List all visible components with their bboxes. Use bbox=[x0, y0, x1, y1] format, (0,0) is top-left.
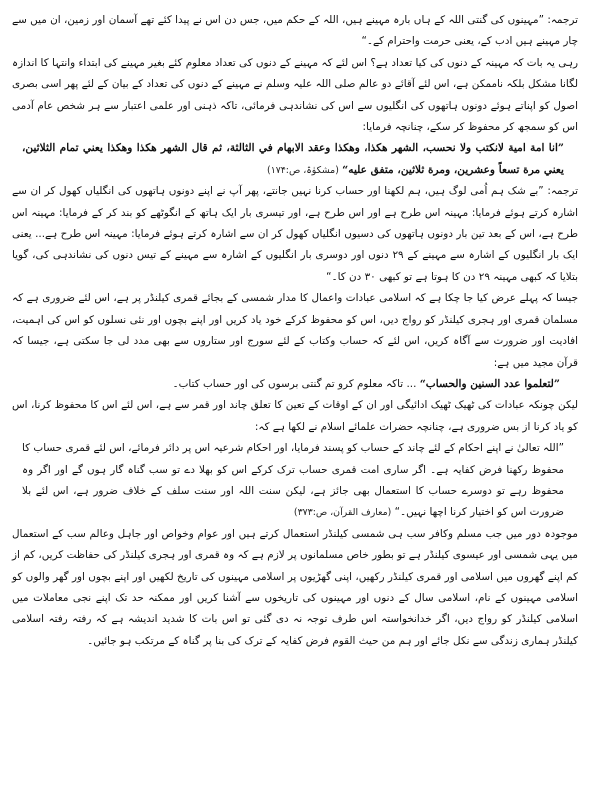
hadith-text: ”انا امة امية لانكتب ولا نحسب، الشهر هكذا، وهكذا وعقد الابهام في الثالثة، ثم قال الشهر هكذا وهكذا يعني تمام الثلاثين، يعني مرة تسعاً وعشرين، ومرة ثلاثين، متفق عليه“ bbox=[22, 142, 564, 176]
hadith-translation-paragraph: ترجمہ: ”بے شک ہم اُمی لوگ ہیں، ہم لکھنا اور حساب کرنا نہیں جانتے، پھر آپ نے اپنے دونوں ہاتھوں کی انگلیاں کھول کر ان سے اشارہ کرتے ہوئے فرمایا: مہینہ اس طرح ہے اور اس طرح ہے، اور تیسری بار ایک ہاتھ کے انگوٹھے کو بند کر کے فرمایا: مہینہ اس طرح ہے، اس کے بعد تین بار دونوں ہاتھوں کی دسیوں انگلیاں کھول کر ان سے اشارہ کرتے ہوئے فرمایا: مہینہ اس طرح ہے... یعنی ایک بار انگلیوں کے اشارہ سے مہینے کے ۲۹ دنوں اور دوسری بار انگلیوں کے اشارہ سے مہینے کے تیس دنوں کی نشاندہی کی، گویا بتلایا کہ کبھی مہینہ ۲۹ دن کا ہوتا ہے تو کبھی ۳۰ دن کا۔“ bbox=[12, 185, 578, 283]
verse-translation: ... تاکہ معلوم کرو تم گنتی برسوں کی اور حساب کتاب۔ bbox=[172, 377, 417, 390]
scholars-quote bbox=[12, 438, 578, 524]
present-era-paragraph: موجودہ دور میں جب مسلم وکافر سب ہی شمسی کیلنڈر استعمال کرتے ہیں اور عوام وخواص اور جاہل وعالم سب کے استعمال میں یہی شمسی اور عیسوی کیلنڈر ہے تو بطور خاص مسلمانوں پر لازم ہے کہ وہ قمری اور ہجری کیلنڈر کی حفاظت کریں، کم از کم اپنے گھروں میں اسلامی اور قمری کیلنڈر رکھیں، اپنی گھڑیوں پر اسلامی مہینوں کی تاریخ لکھیں اور اپنے بچوں اور گھر والوں کو اسلامی مہینوں کے نام، اسلامی سال کے دنوں اور مہینوں کی تاریخوں سے آشنا کریں اور ممکنہ حد تک اپنے نجی معاملات میں اسلامی کیلنڈر کو رواج دیں، اگر خدانخواستہ اس طرف توجہ نہ دی گئی تو اس بات کا شدید اندیشہ ہے کہ رفتہ رفتہ اسلامی کیلنڈر ہماری زندگی سے نکل جائے اور ہم من حیث القوم فرض کفایہ کے ترک کی بنا پر گناہ کے مرتکب ہو جائیں۔ bbox=[12, 527, 578, 647]
translation-paragraph: ترجمہ: ”مہینوں کی گنتی اللہ کے ہاں بارہ مہینے ہیں، اللہ کے حکم میں، جس دن اس نے پیدا کئے تھے آسمان اور زمین، ان میں سے چار مہینے ہیں ادب کے، یعنی حرمت واحترام کے۔“ bbox=[12, 14, 578, 48]
worship-timing-paragraph: لیکن چونکہ عبادات کی ٹھیک ٹھیک ادائیگی اور ان کے اوقات کے تعین کا تعلق چاند اور قمر سے ہے، اس لئے اس کا محفوظ کرنا، اس کو یاد کرنا از بس ضروری ہے، چنانچہ حضرات علمائے اسلام نے لکھا ہے کہ: bbox=[12, 399, 578, 433]
lunar-calendar-paragraph: جیسا کہ پہلے عرض کیا جا چکا ہے کہ اسلامی عبادات واعمال کا مدار شمسی کے بجائے قمری کیلنڈر پر ہے، اس لئے ضروری ہے کہ مسلمان قمری اور ہجری کیلنڈر کو رواج دیں، اس کو محفوظ کرکے خود یاد کریں اور اپنے بچوں اور نئی نسلوں کو اس کی اہمیت، افادیت اور ضرورت سے آگاہ کریں، اس لئے کہ حساب وکتاب کے لئے سورج اور ستاروں سے بھی مدد لی جا سکتی ہے، جیسا کہ قرآن مجید میں ہے: bbox=[12, 292, 578, 369]
hadith-reference: (مشکوٰۃ، ص:۱۷۴) bbox=[267, 164, 339, 176]
scholars-quote-reference: (معارف القرآن، ص:۳۷۳) bbox=[293, 507, 392, 519]
verse-arabic: ”لتعلموا عدد السنين والحساب“ bbox=[419, 377, 560, 390]
days-of-month-paragraph: رہی یہ بات کہ مہینہ کے دنوں کی کیا تعداد ہے؟ اس لئے کہ مہینے کے دنوں کی تعداد معلوم کئے بغیر مہینے کی ابتداء وانتہا کا اندازہ لگانا مشکل بلکہ ناممکن ہے، اس لئے آقائے دو عالم صلی اللہ علیہ وسلم نے مہینے کے دنوں کی تعداد کے بیان کے لئے پھر اسی بصری اصول کو اپناتے ہوئے دونوں ہاتھوں کی انگلیوں سے اس کی نشاندہی فرمائی، تاکہ ذہنی اور علمی اعتبار سے ہر شخص عام آدمی اس کو سمجھ کر محفوظ کر سکے، چنانچہ فرمایا: bbox=[12, 56, 578, 134]
scholars-quote-text: ”اللہ تعالیٰ نے اپنے احکام کے لئے چاند کے حساب کو پسند فرمایا، اور احکام شرعیہ اس پر دائر فرمائے، اس لئے قمری حساب کا محفوظ رکھنا فرض کفایہ ہے۔ اگر ساری امت قمری حساب ترک کرکے اس کو بھلا دے تو سب گناہ گار ہوں گے اور اگر وہ محفوظ رہے تو دوسرے حساب کا استعمال بھی جائز ہے، لیکن سنت اللہ اور سنت سلف کے خلاف ضرور ہے، اس لئے بلا ضرورت اس کو اختیار کرنا اچھا نہیں۔“ bbox=[22, 442, 564, 519]
hadith-quote bbox=[12, 138, 578, 181]
quran-verse bbox=[12, 374, 578, 395]
